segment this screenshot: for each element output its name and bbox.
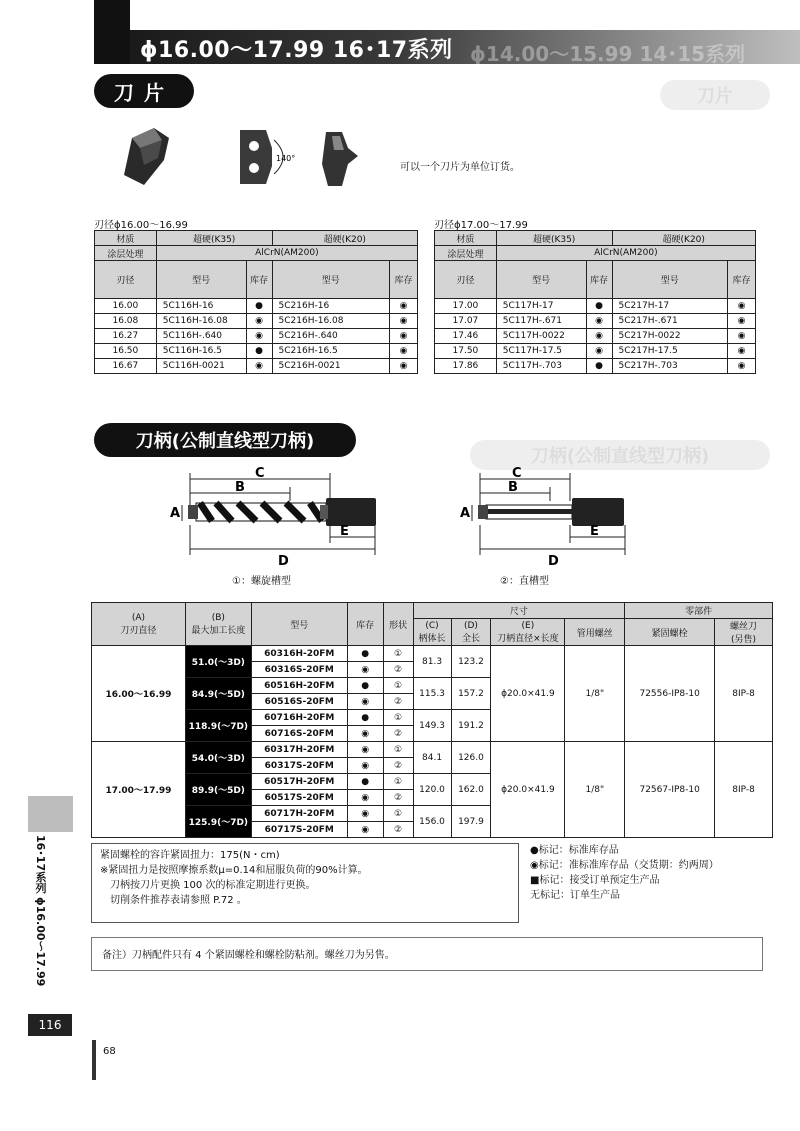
diagram-spiral-caption: ①：螺旋槽型	[232, 576, 291, 587]
ghost-section-label-shank: 刀柄(公制直线型刀柄)	[470, 440, 770, 470]
cell-shape: ①	[383, 806, 413, 822]
cell-stock: ◉	[246, 359, 272, 374]
cell-stock: ●	[246, 299, 272, 314]
hdr-shape: 形状	[383, 603, 413, 646]
cell-model: 5C117H-.671	[496, 314, 586, 329]
cell-stock: ●	[246, 344, 272, 359]
table-row	[95, 329, 418, 344]
cell-stock: ◉	[728, 329, 756, 344]
ghost-section-label-blade: 刀片	[660, 80, 770, 110]
cell-c: 81.3	[413, 646, 451, 678]
cell-model: 60316H-20FM	[251, 646, 347, 662]
cell-shape: ②	[383, 694, 413, 710]
table-row	[92, 646, 773, 662]
cell-e: ϕ20.0×41.9	[491, 742, 565, 838]
cell-range: 16.00～16.99	[92, 646, 186, 742]
hdr-stock: 库存	[347, 603, 383, 646]
cell-model: 5C217H-0022	[612, 329, 728, 344]
cell-stock: ◉	[728, 299, 756, 314]
dim-b-label: B	[235, 480, 245, 495]
table-row	[435, 329, 756, 344]
cell-model: 5C116H-0021	[156, 359, 246, 374]
cell-e: ϕ20.0×41.9	[491, 646, 565, 742]
cell-model: 60716H-20FM	[251, 710, 347, 726]
hdr-c: (C) 柄体长	[413, 619, 451, 646]
cell-model: 5C116H-16.5	[156, 344, 246, 359]
legend-item: ◉标记：准标准库存品（交货期：约两周）	[530, 860, 719, 871]
cell-model: 5C116H-16	[156, 299, 246, 314]
blade-table-2-caption: 刃径ϕ17.00～17.99	[434, 220, 528, 231]
table-row	[435, 314, 756, 329]
cell-stock: ◉	[347, 806, 383, 822]
side-tab-block	[28, 796, 73, 832]
cell-model: 5C117H-.703	[496, 359, 586, 374]
cell-model: 60317H-20FM	[251, 742, 347, 758]
cell-stock: ◉	[390, 359, 418, 374]
cell-shape: ②	[383, 822, 413, 838]
cell-c: 115.3	[413, 678, 451, 710]
cell-model: 5C116H-16.08	[156, 314, 246, 329]
cell-diameter: 17.46	[435, 329, 497, 344]
blade-angle-label: 140°	[276, 154, 296, 163]
cell-shape: ①	[383, 646, 413, 662]
coating-value: AlCrN(AM200)	[156, 246, 417, 261]
hdr-e: (E) 刀柄直径×长度	[491, 619, 565, 646]
cell-max-length: 125.9(～7D)	[185, 806, 251, 838]
hdr-size: 尺寸	[413, 603, 625, 619]
table-row	[95, 314, 418, 329]
cell-model: 60516H-20FM	[251, 678, 347, 694]
cell-stock: ◉	[586, 329, 612, 344]
page-title: ϕ16.00～17.99 16･17系列	[140, 38, 453, 63]
hdr-stock: 库存	[246, 261, 272, 299]
cell-stock: ◉	[728, 314, 756, 329]
cell-shape: ②	[383, 790, 413, 806]
hdr-model: 型号	[612, 261, 728, 299]
blade-table-1-caption: 刃径ϕ16.00～16.99	[94, 220, 188, 231]
cell-model: 5C217H-17	[612, 299, 728, 314]
cell-driver: 8IP-8	[715, 646, 773, 742]
dim-a-label: A	[170, 506, 181, 521]
cell-stock: ◉	[347, 742, 383, 758]
blade-3d-icon	[114, 120, 174, 190]
table-row	[435, 344, 756, 359]
hdr-diameter: 刃径	[95, 261, 157, 299]
cell-model: 60517H-20FM	[251, 774, 347, 790]
cell-model: 60316S-20FM	[251, 662, 347, 678]
cell-stock: ◉	[728, 359, 756, 374]
cell-stock: ◉	[347, 726, 383, 742]
table-row	[95, 359, 418, 374]
cell-diameter: 17.07	[435, 314, 497, 329]
cell-shape: ①	[383, 678, 413, 694]
hdr-model: 型号	[272, 261, 390, 299]
cell-model: 5C216H-16.5	[272, 344, 390, 359]
cell-stock: ◉	[586, 344, 612, 359]
cell-shape: ②	[383, 662, 413, 678]
cell-model: 5C216H-0021	[272, 359, 390, 374]
cell-d: 197.9	[451, 806, 491, 838]
cell-model: 60317S-20FM	[251, 758, 347, 774]
cell-stock: ●	[586, 299, 612, 314]
cell-c: 156.0	[413, 806, 451, 838]
hdr-coating: 涂层处理	[95, 246, 157, 261]
cell-diameter: 17.50	[435, 344, 497, 359]
cell-max-length: 89.9(～5D)	[185, 774, 251, 806]
hdr-material: 材质	[95, 231, 157, 246]
cell-shape: ①	[383, 774, 413, 790]
hdr-stock: 库存	[390, 261, 418, 299]
cell-model: 60717S-20FM	[251, 822, 347, 838]
sub-page-number: 68	[103, 1046, 116, 1057]
cell-model: 5C217H-.671	[612, 314, 728, 329]
dim-d-label: D	[278, 554, 289, 569]
legend-item: 无标记：订单生产品	[530, 890, 620, 901]
cell-max-length: 51.0(～3D)	[185, 646, 251, 678]
cell-c: 84.1	[413, 742, 451, 774]
hdr-stock: 库存	[728, 261, 756, 299]
hdr-material: 材质	[435, 231, 497, 246]
cell-model: 5C216H-.640	[272, 329, 390, 344]
cell-stock: ◉	[390, 329, 418, 344]
page-number: 116	[28, 1014, 72, 1036]
dim-a-label: A	[460, 506, 471, 521]
cell-stock: ●	[347, 646, 383, 662]
cell-stock: ◉	[246, 314, 272, 329]
hdr-b: (B) 最大加工长度	[185, 603, 251, 646]
section-label-blade: 刀片	[94, 74, 194, 108]
cell-model: 5C117H-17.5	[496, 344, 586, 359]
note-line: ※紧固扭力是按照摩擦系数μ=0.14和屈服负荷的90%计算。	[100, 865, 368, 876]
hdr-bolt: 紧固螺栓	[625, 619, 715, 646]
dim-b-label: B	[508, 480, 518, 495]
cell-model: 60716S-20FM	[251, 726, 347, 742]
hdr-model: 型号	[251, 603, 347, 646]
cell-model: 5C116H-.640	[156, 329, 246, 344]
cell-c: 120.0	[413, 774, 451, 806]
cell-stock: ◉	[347, 694, 383, 710]
cell-bolt: 72556-IP8-10	[625, 646, 715, 742]
legend-item: ■标记：接受订单预定生产品	[530, 875, 660, 886]
cell-stock: ◉	[347, 758, 383, 774]
table-row	[95, 299, 418, 314]
blade-front-view-icon	[232, 124, 312, 190]
section-label-shank: 刀柄(公制直线型刀柄)	[94, 423, 356, 457]
stock-legend	[530, 843, 770, 903]
cell-stock: ◉	[390, 344, 418, 359]
cell-model: 5C217H-.703	[612, 359, 728, 374]
cell-stock: ◉	[347, 822, 383, 838]
cell-stock: ◉	[390, 299, 418, 314]
cell-diameter: 17.86	[435, 359, 497, 374]
hdr-diameter: 刃径	[435, 261, 497, 299]
cell-diameter: 16.27	[95, 329, 157, 344]
coating-value: AlCrN(AM200)	[496, 246, 755, 261]
hdr-model: 型号	[496, 261, 586, 299]
cell-diameter: 16.00	[95, 299, 157, 314]
cell-d: 126.0	[451, 742, 491, 774]
cell-model: 5C216H-16.08	[272, 314, 390, 329]
blade-order-note: 可以一个刀片为单位订货。	[400, 162, 520, 173]
cell-shape: ②	[383, 726, 413, 742]
diagram-straight-caption: ②：直槽型	[500, 576, 549, 587]
hdr-k35: 超硬(K35)	[156, 231, 272, 246]
cell-bolt: 72567-IP8-10	[625, 742, 715, 838]
blade-table-1	[94, 230, 418, 374]
hdr-parts: 零部件	[625, 603, 773, 619]
dim-e-label: E	[340, 524, 349, 539]
cell-model: 60517S-20FM	[251, 790, 347, 806]
shank-table	[91, 602, 773, 838]
blade-table-2	[434, 230, 756, 374]
notes-box	[91, 843, 519, 923]
hdr-k35: 超硬(K35)	[496, 231, 612, 246]
table-row	[435, 299, 756, 314]
cell-d: 191.2	[451, 710, 491, 742]
cell-stock: ◉	[586, 314, 612, 329]
cell-range: 17.00～17.99	[92, 742, 186, 838]
cell-shape: ①	[383, 742, 413, 758]
side-series-label: 16･17系列 ϕ16.00～17.99	[34, 835, 47, 987]
cell-max-length: 84.9(～5D)	[185, 678, 251, 710]
cell-stock: ●	[586, 359, 612, 374]
dim-c-label: C	[255, 466, 265, 481]
cell-stock: ◉	[246, 329, 272, 344]
dim-e-label: E	[590, 524, 599, 539]
hdr-k20: 超硬(K20)	[612, 231, 756, 246]
cell-model: 60717H-20FM	[251, 806, 347, 822]
note-line: 切削条件推荐表请参照 P.72 。	[110, 895, 247, 906]
hdr-driver: 螺丝刀 (另售)	[715, 619, 773, 646]
cell-model: 5C117H-17	[496, 299, 586, 314]
dim-c-label: C	[512, 466, 522, 481]
note-line: 紧固螺栓的容许紧固扭力：175(N・cm)	[100, 850, 280, 861]
table-row	[95, 344, 418, 359]
cell-stock: ◉	[728, 344, 756, 359]
cell-diameter: 16.50	[95, 344, 157, 359]
hdr-k20: 超硬(K20)	[272, 231, 417, 246]
header-accent-bar	[94, 0, 130, 64]
hdr-thread: 管用螺丝	[565, 619, 625, 646]
cell-c: 149.3	[413, 710, 451, 742]
cell-diameter: 17.00	[435, 299, 497, 314]
cell-shape: ①	[383, 710, 413, 726]
shank-diagram-spiral	[160, 465, 390, 570]
shank-diagram-straight	[450, 465, 670, 570]
cell-model: 5C217H-17.5	[612, 344, 728, 359]
ghost-title: ϕ14.00～15.99 14･15系列	[470, 42, 746, 66]
cell-model: 5C216H-16	[272, 299, 390, 314]
cell-stock: ●	[347, 710, 383, 726]
hdr-stock: 库存	[586, 261, 612, 299]
hdr-model: 型号	[156, 261, 246, 299]
cell-max-length: 54.0(～3D)	[185, 742, 251, 774]
cell-thread: 1/8"	[565, 646, 625, 742]
cell-diameter: 16.67	[95, 359, 157, 374]
hdr-a: (A) 刀刃直径	[92, 603, 186, 646]
cell-d: 123.2	[451, 646, 491, 678]
cell-model: 5C117H-0022	[496, 329, 586, 344]
cell-d: 162.0	[451, 774, 491, 806]
cell-thread: 1/8"	[565, 742, 625, 838]
table-row	[435, 359, 756, 374]
cell-d: 157.2	[451, 678, 491, 710]
cell-model: 60516S-20FM	[251, 694, 347, 710]
hdr-coating: 涂层处理	[435, 246, 497, 261]
page-marker	[92, 1040, 96, 1080]
hdr-d: (D) 全长	[451, 619, 491, 646]
cell-stock: ●	[347, 774, 383, 790]
cell-stock: ◉	[347, 790, 383, 806]
blade-side-view-icon	[318, 128, 362, 190]
cell-shape: ②	[383, 758, 413, 774]
note-line: 刀柄按刀片更换 100 次的标准定期进行更换。	[110, 880, 316, 891]
legend-item: ●标记：标准库存品	[530, 845, 619, 856]
cell-driver: 8IP-8	[715, 742, 773, 838]
cell-stock: ◉	[347, 662, 383, 678]
cell-max-length: 118.9(～7D)	[185, 710, 251, 742]
cell-stock: ◉	[390, 314, 418, 329]
dim-d-label: D	[548, 554, 559, 569]
cell-diameter: 16.08	[95, 314, 157, 329]
accessory-note: 备注）刀柄配件只有 4 个紧固螺栓和螺栓防粘剂。螺丝刀为另售。	[91, 937, 763, 971]
table-row	[92, 742, 773, 758]
cell-stock: ●	[347, 678, 383, 694]
